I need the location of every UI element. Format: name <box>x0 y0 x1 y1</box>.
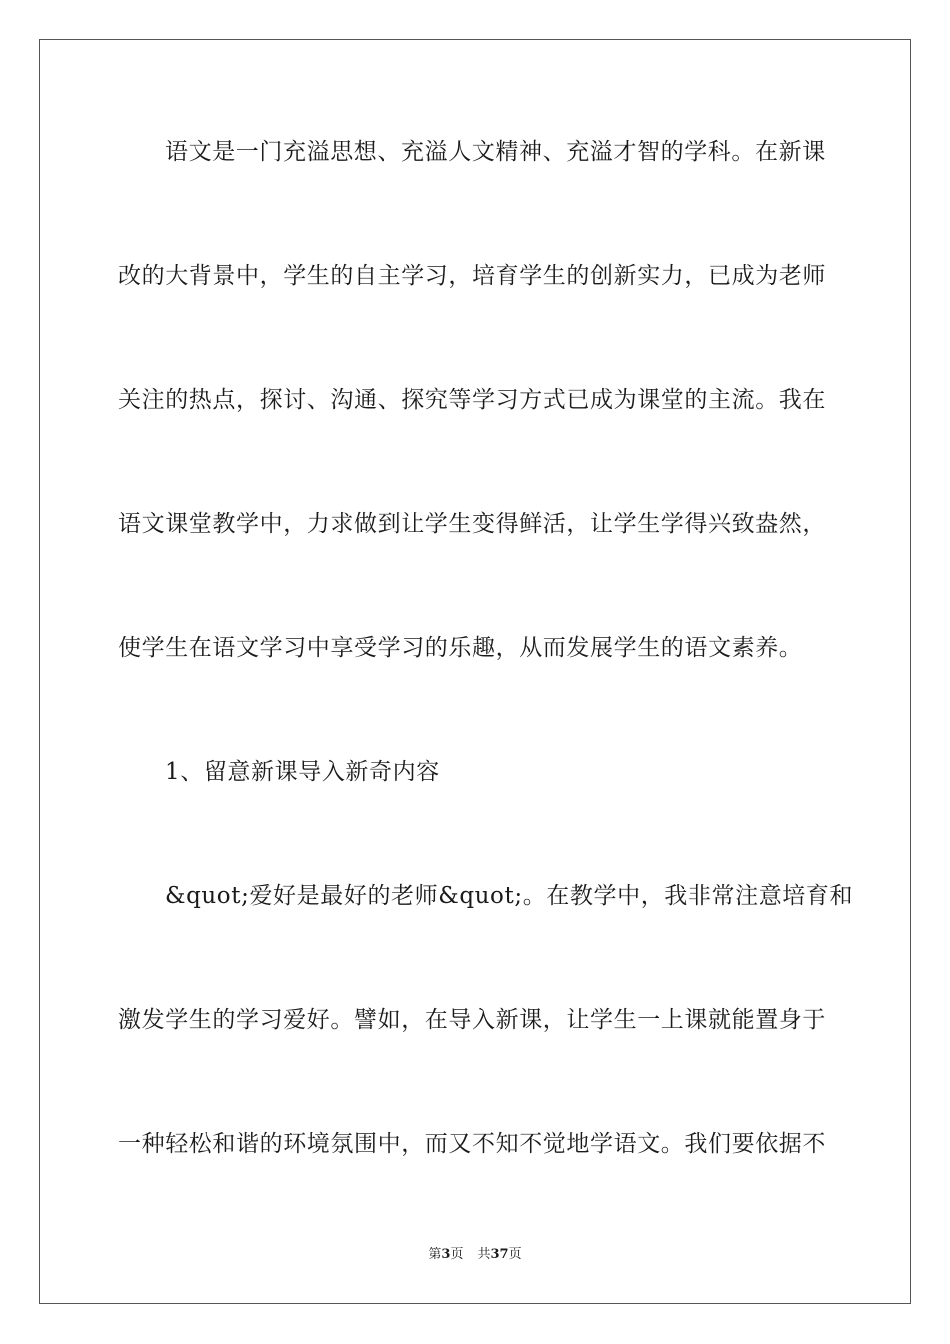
paragraph-line-4: 语文课堂教学中，力求做到让学生变得鲜活，让学生学得兴致盎然， <box>118 511 826 537</box>
paragraph-line-1: 语文是一门充溢思想、充溢人文精神、充溢才智的学科。在新课 <box>165 139 826 165</box>
paragraph-line-7: &quot;爱好是最好的老师&quot;。在教学中，我非常注意培育和 <box>165 883 854 909</box>
paragraph-line-3: 关注的热点，探讨、沟通、探究等学习方式已成为课堂的主流。我在 <box>118 387 826 413</box>
total-pages: 37 <box>490 1247 509 1262</box>
total-suffix: 页 <box>508 1247 522 1262</box>
page-number: 3 <box>441 1247 451 1262</box>
paragraph-line-5: 使学生在语文学习中享受学习的乐趣，从而发展学生的语文素养。 <box>118 635 803 661</box>
paragraph-line-8: 激发学生的学习爱好。譬如，在导入新课，让学生一上课就能置身于 <box>118 1007 826 1033</box>
paragraph-line-2: 改的大背景中，学生的自主学习，培育学生的创新实力，已成为老师 <box>118 263 826 289</box>
page-footer <box>0 1246 950 1264</box>
paragraph-line-9: 一种轻松和谐的环境氛围中，而又不知不觉地学语文。我们要依据不 <box>118 1131 826 1157</box>
page-prefix: 第 <box>428 1247 442 1262</box>
page-suffix: 页 <box>450 1247 464 1262</box>
page-border <box>39 39 911 1304</box>
total-prefix: 共 <box>477 1247 491 1262</box>
section-heading: 1、留意新课导入新奇内容 <box>165 759 440 785</box>
